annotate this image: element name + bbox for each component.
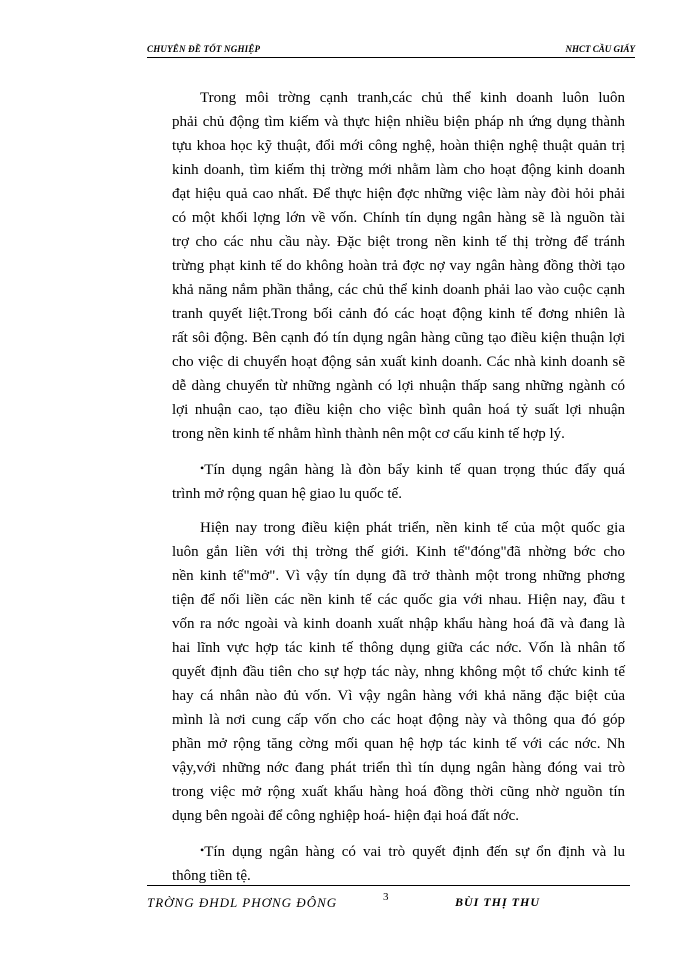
header-rule bbox=[147, 57, 635, 58]
text-line bbox=[172, 254, 625, 278]
text-line bbox=[172, 564, 625, 588]
text-line bbox=[172, 540, 625, 564]
text-line bbox=[172, 326, 625, 350]
text-line bbox=[172, 206, 625, 230]
text-line bbox=[172, 708, 625, 732]
text-line bbox=[172, 732, 625, 756]
line-text: tiện để nối liền các nền kinh tế các quốc gia với nhau. Hiện nay, đầu t bbox=[172, 592, 625, 608]
footer-rule bbox=[147, 885, 630, 886]
bullet-icon: • bbox=[200, 461, 205, 475]
text-line bbox=[172, 456, 625, 482]
paragraph bbox=[172, 516, 625, 828]
page-header bbox=[147, 44, 635, 58]
line-text: tựu khoa học kỹ thuật, đổi mới công nghệ, hoàn thiện nghệ thuật quản trị bbox=[172, 138, 625, 154]
line-text: Tín dụng ngân hàng có vai trò quyết định đến sự ổn định và lu bbox=[204, 844, 625, 860]
line-text: trình mở rộng quan hệ giao lu quốc tế. bbox=[172, 486, 402, 502]
paragraph-gap bbox=[172, 506, 625, 516]
text-line bbox=[172, 780, 625, 804]
page-number: 3 bbox=[383, 891, 389, 903]
paragraph bbox=[172, 86, 625, 446]
line-text: tranh quyết liệt.Trong bối cảnh đó các hoạt động kinh tế đơng nhiên là bbox=[172, 306, 625, 322]
text-line bbox=[172, 86, 625, 110]
bullet-paragraph bbox=[172, 838, 625, 888]
bullet-paragraph bbox=[172, 456, 625, 506]
line-text: mình là nơi cung cấp vốn cho các hoạt động này và thông qua đó góp bbox=[172, 712, 625, 728]
line-text: dễ dàng chuyển từ những ngành có lợi nhuận thấp sang những ngành có bbox=[172, 378, 625, 394]
line-text: có một khối lợng lớn về vốn. Chính tín dụng ngân hàng sẽ là nguồn tài bbox=[172, 210, 625, 226]
text-line bbox=[172, 516, 625, 540]
line-text: kinh doanh, tìm kiếm thị trờng mới nhằm làm cho hoạt động kinh doanh bbox=[172, 162, 625, 178]
text-line bbox=[172, 158, 625, 182]
text-line bbox=[172, 482, 625, 506]
text-line bbox=[172, 374, 625, 398]
line-text: rất sôi động. Bên cạnh đó tín dụng ngân hàng cũng tạo điều kiện thuận lợi bbox=[172, 330, 625, 346]
text-line bbox=[172, 422, 625, 446]
line-text: đạt hiệu quả cao nhất. Để thực hiện đợc những việc làm này đòi hỏi phải bbox=[172, 186, 625, 202]
text-line bbox=[172, 350, 625, 374]
line-text: Trong môi trờng cạnh tranh,các chủ thể kinh doanh luôn luôn bbox=[200, 90, 625, 106]
text-line bbox=[172, 838, 625, 864]
bullet-icon: • bbox=[200, 843, 205, 857]
footer-author: BÙI THỊ THU bbox=[455, 895, 541, 909]
header-title: CHUYÊN ĐỀ TỐT NGHIỆP bbox=[147, 44, 261, 54]
text-line bbox=[172, 230, 625, 254]
line-text: luôn gắn liền với thị trờng thế giới. Kinh tế"đóng"đã nhờng bớc cho bbox=[172, 544, 625, 560]
document-body bbox=[172, 86, 625, 888]
text-line bbox=[172, 588, 625, 612]
text-line bbox=[172, 660, 625, 684]
text-line bbox=[172, 612, 625, 636]
line-text: hai lĩnh vực hợp tác kinh tế thông dụng giữa các nớc. Vốn là nhân tố bbox=[172, 640, 625, 656]
text-line bbox=[172, 636, 625, 660]
line-text: vậy,với những nớc đang phát triển thì tín dụng ngân hàng đóng vai trò bbox=[172, 760, 625, 776]
line-text: lợi nhuận cao, tạo điều kiện cho việc bình quân hoá tỷ suất lợi nhuận bbox=[172, 402, 625, 418]
text-line bbox=[172, 302, 625, 326]
line-text: phải chủ động tìm kiếm và thực hiện nhiều biện pháp nh ứng dụng thành bbox=[172, 114, 625, 130]
line-text: vốn ra nớc ngoài và kinh doanh xuất nhập khẩu hàng hoá đã và đang là bbox=[172, 616, 625, 632]
text-line bbox=[172, 398, 625, 422]
text-line bbox=[172, 110, 625, 134]
line-text: khả năng nắm phần thắng, các chủ thể kinh doanh phải lao vào cuộc cạnh bbox=[172, 282, 625, 298]
line-text: Hiện nay trong điều kiện phát triển, nền kinh tế của một quốc gia bbox=[200, 520, 625, 536]
text-line bbox=[172, 134, 625, 158]
line-text: trong nền kinh tế nhằm hình thành nên một cơ cấu kinh tế hợp lý. bbox=[172, 426, 565, 442]
text-line bbox=[172, 804, 625, 828]
line-text: trong việc mở rộng xuất khẩu hàng hoá đồng thời cũng nhờ nguồn tín bbox=[172, 784, 625, 800]
text-line bbox=[172, 684, 625, 708]
line-text: thông tiền tệ. bbox=[172, 868, 251, 884]
line-text: hay cá nhân nào đủ vốn. Vì vậy ngân hàng với khả năng đặc biệt của bbox=[172, 688, 625, 704]
footer-school: TRỜNG ĐHDL PHƠNG ĐÔNG bbox=[147, 895, 338, 910]
line-text: trợ cho các nhu cầu này. Đặc biệt trong nền kinh tế thị trờng để tránh bbox=[172, 234, 625, 250]
paragraph-gap bbox=[172, 446, 625, 456]
page-footer bbox=[147, 885, 630, 935]
line-text: phần mở rộng tăng cờng mối quan hệ hợp tác kinh tế với các nớc. Nh bbox=[172, 736, 625, 752]
text-line bbox=[172, 182, 625, 206]
line-text: trừng phạt kinh tế do không hoàn trả đợc nợ vay ngân hàng đồng thời tạo bbox=[172, 258, 625, 274]
header-unit: NHCT CẦU GIẤY bbox=[565, 44, 635, 54]
text-line bbox=[172, 278, 625, 302]
line-text: quyết định đầu tiên cho sự hợp tác này, nhng không một tổ chức kinh tế bbox=[172, 664, 625, 680]
text-line bbox=[172, 756, 625, 780]
line-text: dụng bên ngoài để công nghiệp hoá- hiện đại hoá đất nớc. bbox=[172, 808, 519, 824]
line-text: Tín dụng ngân hàng là đòn bẩy kinh tế quan trọng thúc đẩy quá bbox=[204, 462, 625, 478]
line-text: cho việc di chuyển hoạt động sản xuất kinh doanh. Các nhà kinh doanh sẽ bbox=[172, 354, 625, 370]
paragraph-gap bbox=[172, 828, 625, 838]
line-text: nền kinh tế"mở". Vì vậy tín dụng đã trở thành một trong những phơng bbox=[172, 568, 625, 584]
